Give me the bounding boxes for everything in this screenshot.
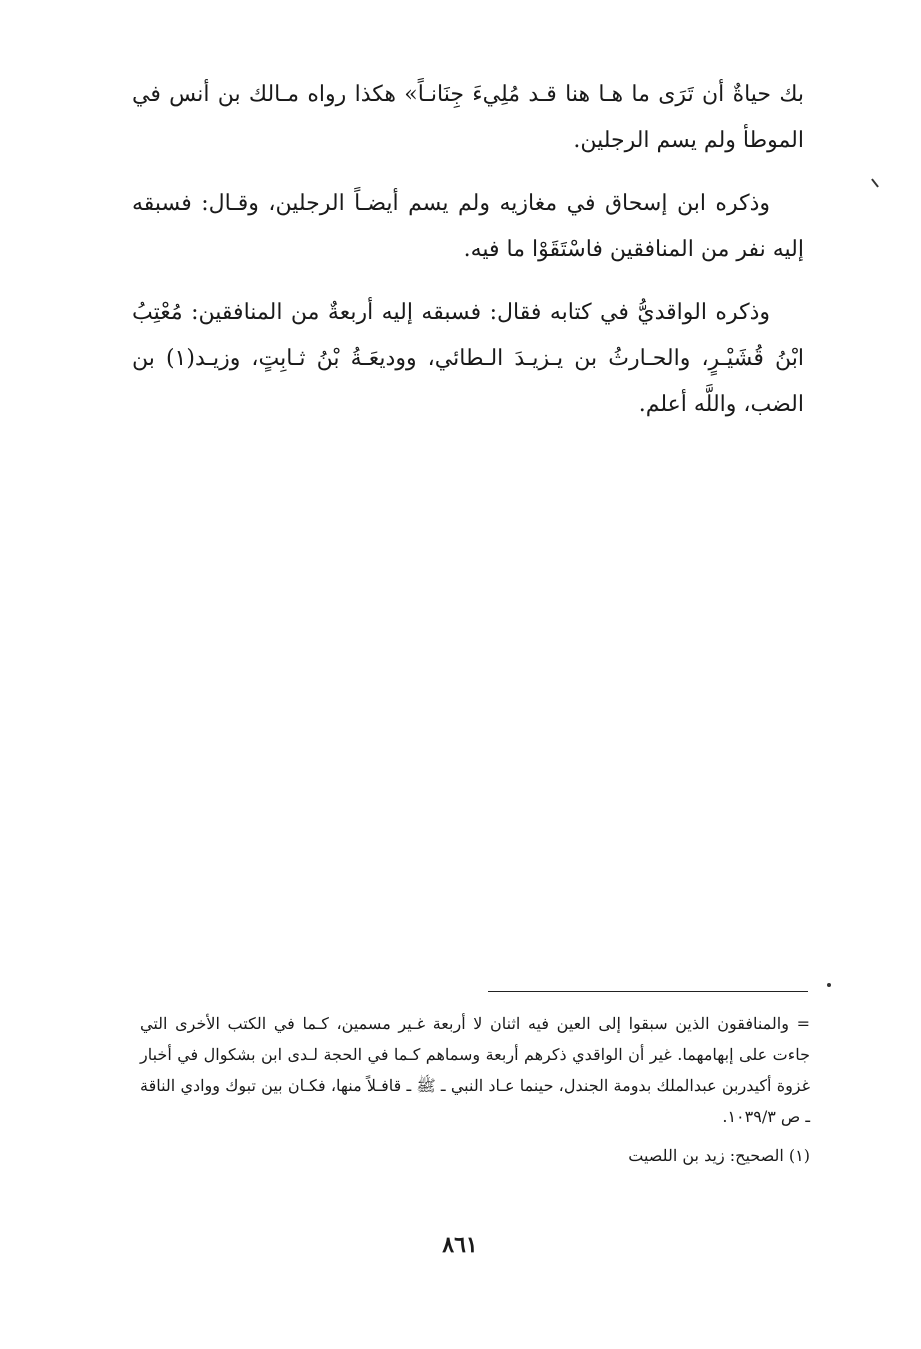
page-number: ٨٦١ (442, 1232, 478, 1258)
paragraph-2: وذكره ابن إسحاق في مغازيه ولم يسم أيضـاً الرجلين، وقـال: فسبقه إليه نفر من المنافقين فاسْتَقَوْا ما فيه. (132, 191, 804, 262)
paragraph-1: بك حياةٌ أن تَرَى ما هـا هنا قـد مُلِيءَ جِنَانـاً» هكذا رواه مـالك بن أنس في الموطأ ولم يسم الرجلين. (132, 82, 804, 153)
footnote-1: (١) الصحيح: زيد بن اللصيت (628, 1146, 810, 1165)
main-text (132, 72, 804, 445)
footnote-separator (488, 991, 808, 992)
stray-mark (871, 178, 879, 187)
footnote-dot (827, 983, 831, 987)
footnote-continuation: = والمنافقون الذين سبقوا إلى العين فيه اثنان لا أربعة غـير مسمين، كـما في الكتب الأخرى التي جاءت على إبهامهما. غير أن الواقدي ذكرهم أربعة وسماهم كـما في الحجة لـدى ابن بشكوال في أخبار غزوة أكيدربن عبدالملك بدومة الجندل، حينما عـاد النبي ـ ﷺ ـ قافـلاً منها، فكـان بين تبوك ووادي الناقة ـ ص ١٠٣٩/٣. (140, 1014, 810, 1126)
footnotes (140, 1008, 810, 1179)
paragraph-3: وذكره الواقديُّ في كتابه فقال: فسبقه إليه أربعةٌ من المنافقين: مُعْتِبُ ابْنُ قُشَيْـرٍ، والحـارثُ بن يـزيـدَ الـطائي، ووديعَـةُ بْنُ ثـابِتٍ، وزيـد(١) بن الضب، واللَّه أعلم. (132, 300, 804, 417)
